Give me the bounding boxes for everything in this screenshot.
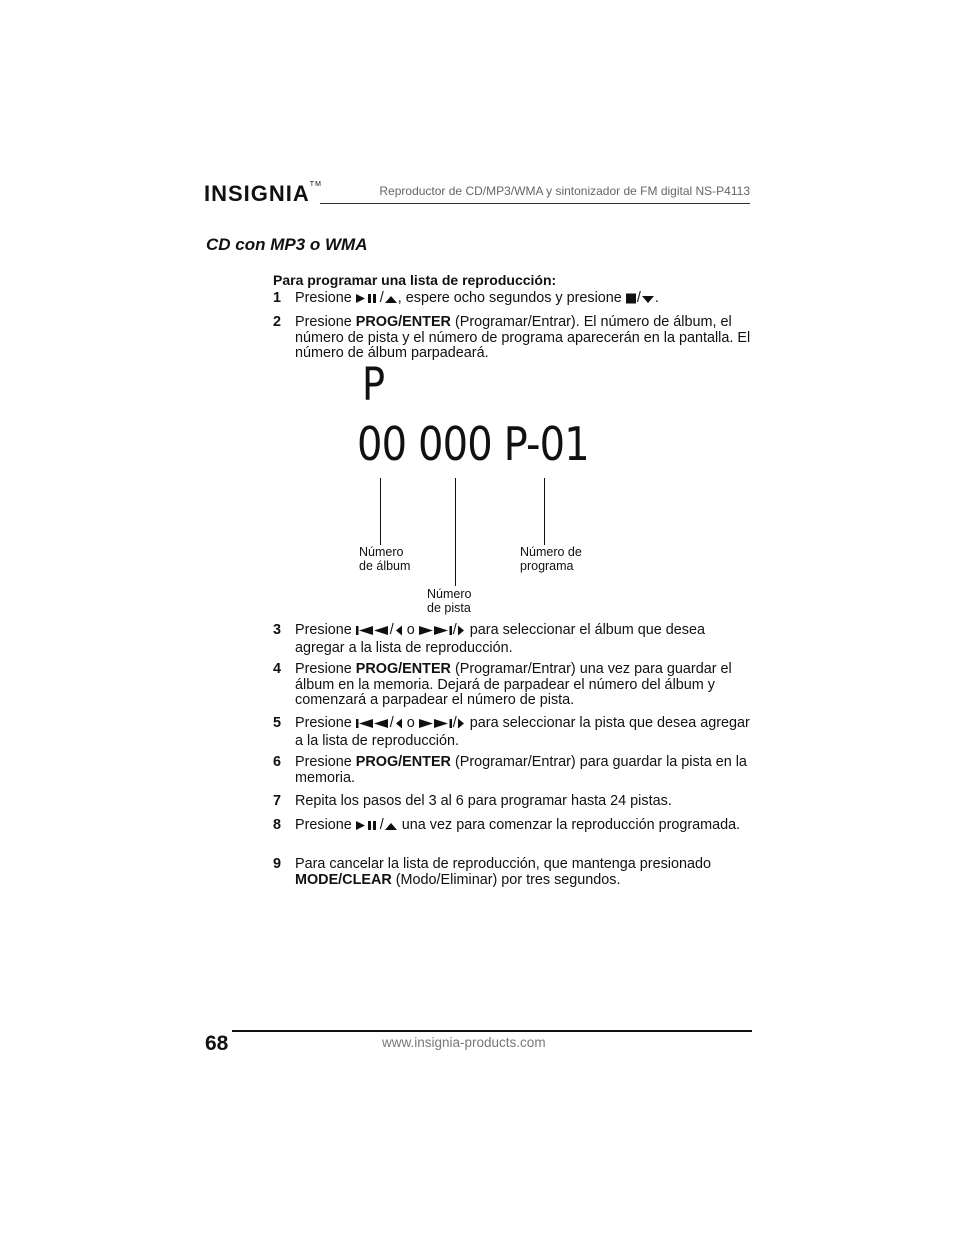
right-arrow-icon — [457, 718, 466, 734]
skip-forward-icon — [419, 625, 453, 641]
skip-back-icon — [356, 718, 390, 734]
left-arrow-icon — [394, 625, 403, 641]
step-6: 6 Presione PROG/ENTER (Programar/Entrar) para guardar la pista en la memoria. — [273, 754, 747, 786]
step-4: 4 Presione PROG/ENTER (Programar/Entrar) una vez para guardar el álbum en la memoria. Dejará de parpadear el número del álbum y comenzará a parpadear el número de pista. — [273, 661, 732, 708]
skip-back-icon — [356, 625, 390, 641]
track-callout-label: Número de pista — [427, 587, 472, 615]
up-arrow-icon — [384, 293, 398, 309]
album-callout-label: Número de álbum — [359, 545, 411, 573]
display-readout: 00 000 P-01 — [357, 417, 589, 471]
up-arrow-icon — [384, 820, 398, 836]
procedure-title: Para programar una lista de reproducción: — [273, 272, 557, 288]
play-pause-icon — [356, 293, 380, 309]
track-callout-line — [455, 478, 456, 586]
section-title: CD con MP3 o WMA — [206, 235, 368, 254]
page-number: 68 — [205, 1032, 229, 1055]
display-indicator: P — [362, 358, 386, 411]
right-arrow-icon — [457, 625, 466, 641]
footer-divider — [232, 1030, 752, 1032]
program-callout-line — [544, 478, 545, 545]
step-5: 5 Presione / o / para seleccionar la pista que desea agregar a la lista de reproducción. — [273, 715, 750, 749]
skip-forward-icon — [419, 718, 453, 734]
step-7: 7 Repita los pasos del 3 al 6 para programar hasta 24 pistas. — [273, 793, 672, 809]
album-callout-line — [380, 478, 381, 545]
stop-icon — [626, 293, 637, 309]
program-callout-label: Número de programa — [520, 545, 582, 573]
insignia-logo: INSIGNIA™ — [204, 181, 322, 206]
step-3: 3 Presione / o / para seleccionar el álbum que desea agregar a la lista de reproducción. — [273, 622, 705, 656]
footer-url: www.insignia-products.com — [382, 1035, 546, 1050]
header-divider — [320, 203, 750, 204]
down-arrow-icon — [641, 293, 655, 309]
step-9: 9 Para cancelar la lista de reproducción, que mantenga presionado MODE/CLEAR (Modo/Eliminar) por tres segundos. — [273, 856, 711, 888]
step-1: 1 Presione / , espere ocho segundos y presione / . — [273, 291, 753, 309]
left-arrow-icon — [394, 718, 403, 734]
step-8: 8 Presione / una vez para comenzar la reproducción programada. — [273, 818, 753, 836]
play-pause-icon — [356, 820, 380, 836]
header-title: Reproductor de CD/MP3/WMA y sintonizador de FM digital NS-P4113 — [379, 184, 750, 198]
step-2: 2 Presione PROG/ENTER (Programar/Entrar). El número de álbum, el número de pista y el número de programa aparecerán en la pantalla. El número de álbum parpadeará. — [273, 314, 751, 361]
